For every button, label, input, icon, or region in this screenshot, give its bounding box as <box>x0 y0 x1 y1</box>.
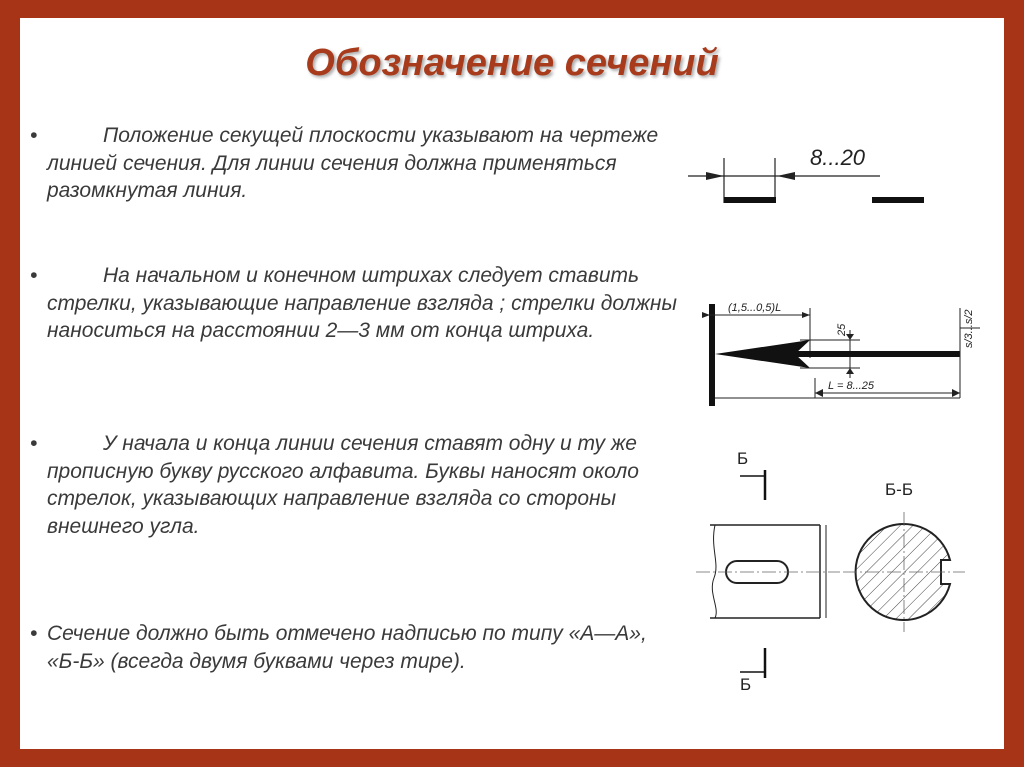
bullet-text: Положение секущей плоскости указывают на чертеже линией сечения. Для линии сечения должна применяться разомкнутая линия. <box>47 124 659 202</box>
dimension-top-label: (1,5...0,5)L <box>728 302 782 314</box>
bullet-marker: • <box>30 622 38 645</box>
bullet-text: Сечение должно быть отмечено надписью по типу «А—А», «Б-Б» (всегда двумя буквами через тире). <box>47 622 647 673</box>
figure-shaft-section <box>696 449 965 694</box>
bullet-text: У начала и конца линии сечения ставят одну и ту же прописную букву русского алфавита. Буквы наносят около стрелок, указывающих направление взгляда со стороны внешнего угла. <box>47 432 639 538</box>
dimension-length-label: L = 8...25 <box>828 380 874 392</box>
bullet-text: На начальном и конечном штрихах следует ставить стрелки, указывающие направление взгляда ; стрелки должны наноситься на расстоянии 2—3 мм от конца штриха. <box>47 264 677 342</box>
section-title-label: Б-Б <box>885 480 913 499</box>
dimension-side-label: s/3...s/2 <box>963 309 975 348</box>
slide <box>20 18 1004 749</box>
figure-arrow-dimensions <box>709 302 980 406</box>
drawings <box>20 18 1004 749</box>
dimension-height-label: 25 <box>836 323 848 336</box>
dimension-label: 8...20 <box>810 145 866 170</box>
bullet-marker: • <box>30 124 38 147</box>
section-letter-bottom: Б <box>740 675 752 694</box>
section-letter-top: Б <box>737 449 749 468</box>
bullet-marker: • <box>30 264 38 287</box>
bullet-marker: • <box>30 432 38 455</box>
figure-section-line <box>688 145 924 203</box>
slide-title: Обозначение сечений <box>305 42 719 84</box>
